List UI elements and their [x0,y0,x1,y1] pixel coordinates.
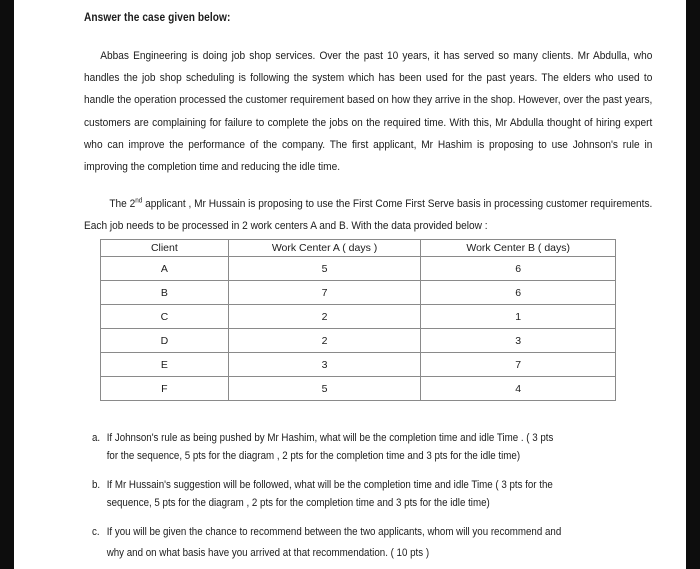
right-dark-border [686,0,700,569]
question-b-label: b. [92,479,101,491]
cell-work-center-a: 3 [228,353,421,377]
question-c-line-2: why and on what basis have you arrived at that recommendation. ( 10 pts ) [106,547,430,559]
question-b-line-2: sequence, 5 pts for the diagram , 2 pts for the completion time and 3 pts for the idle time) [106,496,490,509]
header-client: Client [101,240,229,257]
question-c [92,522,653,564]
processing-times-table [100,239,616,401]
case-paragraph-2 [84,193,652,237]
paragraph-2-start: The 2 [109,198,136,210]
table-row [101,305,616,329]
question-c-label: c. [92,526,100,538]
cell-work-center-b: 6 [421,257,616,281]
table-row [101,257,616,281]
table-row [101,329,616,353]
left-dark-border [0,0,14,569]
case-heading: Answer the case given below: [84,12,231,24]
cell-client: D [101,329,229,353]
header-work-center-b: Work Center B ( days) [421,240,616,257]
cell-client: A [101,257,229,281]
ordinal-superscript: nd [135,197,143,205]
cell-work-center-a: 2 [228,329,421,353]
question-a [92,430,653,465]
cell-client: F [101,377,229,401]
cell-client: C [101,305,229,329]
cell-work-center-b: 4 [421,377,616,401]
question-a-line-1: If Johnson's rule as being pushed by Mr Hashim, what will be the completion time and idle Time . ( 3 pts [106,432,554,444]
table-header-row [101,240,616,257]
question-a-label: a. [92,432,101,444]
question-a-line-2: for the sequence, 5 pts for the diagram , 2 pts for the completion time and 3 pts for the idle time) [106,449,521,462]
case-paragraph-1: Abbas Engineering is doing job shop services. Over the past 10 years, it has served so many clients. Mr Abdulla, who handles the job shop scheduling is following the system which has been used for the past years. The elders who used to handle the operation processed the customer requirement based on how they arrive in the shop. However, over the past years, customers are complaining for failure to complete the jobs on the required time. With this, Mr Abdulla thought of hiring expert who can improve the performance of the company. The first applicant, Mr Hashim is proposing to use Johnson's rule in improving the completion time and reducing the idle time. [84,50,653,174]
document-page [14,0,686,569]
cell-work-center-b: 3 [421,329,616,353]
cell-work-center-a: 2 [228,305,421,329]
cell-work-center-a: 5 [228,257,421,281]
table-row [101,353,616,377]
paragraph-2-rest: applicant , Mr Hussain is proposing to use the First Come First Serve basis in processing customer requirements. Each job needs to be processed in 2 work centers A and B. With the data provided below : [84,198,653,233]
question-b-line-1: If Mr Hussain's suggestion will be followed, what will be the completion time and idle Time ( 3 pts for the [106,479,553,491]
table-row [101,281,616,305]
cell-work-center-b: 6 [421,281,616,305]
cell-work-center-a: 7 [228,281,421,305]
table-row [101,377,616,401]
header-work-center-a: Work Center A ( days ) [228,240,421,257]
cell-work-center-b: 1 [421,305,616,329]
cell-work-center-b: 7 [421,353,616,377]
cell-client: E [101,353,229,377]
question-b [92,477,653,512]
cell-client: B [101,281,229,305]
question-c-line-1: If you will be given the chance to recommend between the two applicants, whom will you recommend and [106,526,562,538]
cell-work-center-a: 5 [228,377,421,401]
